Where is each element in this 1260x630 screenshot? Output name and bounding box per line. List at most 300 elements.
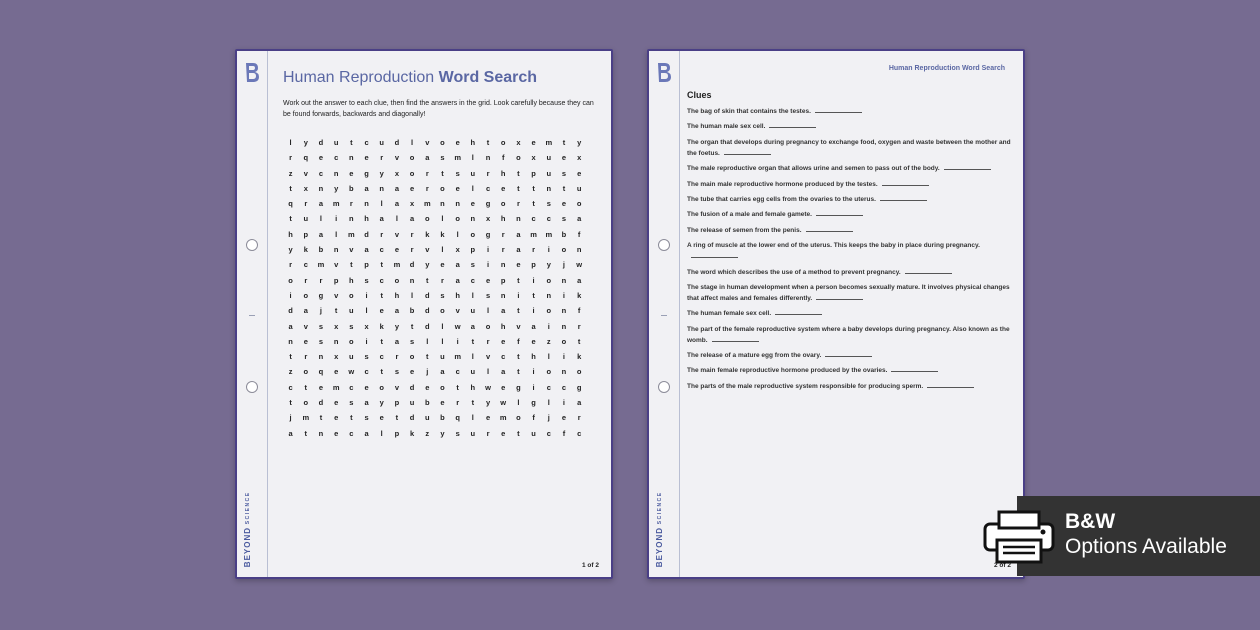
- answer-line[interactable]: [816, 211, 863, 216]
- clue-text: The main female reproductive hormone produced by the ovaries.: [687, 367, 888, 375]
- grid-letter: h: [500, 321, 506, 331]
- grid-letter: o: [470, 229, 476, 239]
- grid-letter: e: [364, 382, 369, 392]
- grid-letter: a: [394, 199, 399, 209]
- grid-letter: a: [501, 306, 506, 316]
- grid-letter: r: [380, 153, 384, 163]
- answer-line[interactable]: [806, 227, 853, 232]
- grid-letter: z: [425, 428, 430, 438]
- grid-letter: l: [365, 306, 368, 316]
- grid-letter: e: [440, 398, 445, 408]
- grid-letter: t: [410, 321, 414, 331]
- grid-letter: p: [531, 260, 536, 270]
- grid-letter: a: [379, 214, 384, 224]
- grid-letter: x: [334, 352, 339, 362]
- grid-letter: t: [304, 428, 308, 438]
- answer-line[interactable]: [891, 367, 938, 372]
- answer-line[interactable]: [825, 352, 872, 357]
- grid-letter: r: [577, 413, 581, 423]
- brand-name: BEYOND: [243, 526, 252, 567]
- grid-letter: a: [394, 336, 399, 346]
- grid-letter: u: [440, 352, 445, 362]
- grid-letter: h: [470, 382, 476, 392]
- binder-hole: [246, 381, 258, 393]
- grid-letter: i: [562, 290, 566, 300]
- grid-letter: c: [561, 382, 567, 392]
- grid-letter: t: [577, 336, 581, 346]
- grid-letter: c: [470, 275, 475, 285]
- grid-letter: e: [334, 428, 339, 438]
- grid-letter: n: [333, 168, 339, 178]
- answer-line[interactable]: [882, 181, 929, 186]
- grid-letter: r: [304, 199, 308, 209]
- answer-line[interactable]: [724, 150, 771, 155]
- grid-letter: o: [394, 275, 400, 285]
- grid-letter: r: [425, 183, 429, 193]
- grid-letter: e: [485, 413, 491, 423]
- grid-letter: v: [425, 245, 430, 255]
- brand-sub: SCIENCE: [245, 490, 251, 524]
- grid-letter: l: [471, 290, 474, 300]
- grid-letter: e: [364, 153, 369, 163]
- grid-letter: c: [364, 138, 369, 147]
- badge-subtitle: Options Available: [1065, 535, 1227, 558]
- clue-item: [687, 163, 1017, 174]
- grid-letter: i: [517, 290, 520, 300]
- grid-letter: n: [500, 260, 506, 270]
- grid-letter: l: [289, 138, 292, 147]
- grid-letter: r: [486, 428, 490, 438]
- grid-letter: f: [501, 153, 505, 163]
- grid-letter: n: [470, 214, 476, 224]
- grid-letter: o: [409, 168, 415, 178]
- grid-letter: u: [349, 306, 354, 316]
- grid-letter: p: [333, 275, 339, 285]
- grid-letter: h: [349, 275, 354, 285]
- answer-line[interactable]: [927, 383, 974, 388]
- grid-letter: c: [364, 367, 369, 377]
- grid-letter: q: [288, 199, 293, 209]
- grid-letter: a: [470, 321, 475, 331]
- grid-letter: t: [395, 413, 399, 423]
- grid-letter: m: [332, 382, 340, 392]
- grid-letter: a: [318, 229, 324, 239]
- grid-letter: o: [500, 138, 506, 147]
- grid-letter: d: [394, 138, 400, 147]
- grid-letter: e: [531, 336, 536, 346]
- grid-letter: i: [365, 290, 368, 300]
- grid-letter: e: [455, 183, 460, 193]
- brand-vertical: [243, 488, 252, 567]
- grid-letter: x: [577, 153, 582, 163]
- grid-letter: t: [471, 398, 475, 408]
- clue-text: The bag of skin that contains the testes.: [687, 108, 811, 115]
- grid-letter: r: [456, 398, 460, 408]
- grid-letter: r: [577, 321, 581, 331]
- grid-letter: u: [424, 413, 430, 423]
- grid-letter: o: [424, 214, 430, 224]
- grid-letter: s: [546, 199, 551, 209]
- grid-letter: c: [318, 168, 324, 178]
- grid-letter: r: [289, 260, 293, 270]
- grid-letter: r: [319, 275, 323, 285]
- grid-letter: i: [532, 367, 535, 377]
- grid-letter: t: [517, 183, 520, 193]
- grid-letter: m: [545, 229, 553, 239]
- grid-letter: o: [546, 275, 552, 285]
- grid-letter: w: [485, 382, 491, 392]
- grid-letter: a: [364, 428, 369, 438]
- grid-letter: x: [531, 153, 536, 163]
- grid-letter: b: [440, 413, 445, 423]
- grid-letter: e: [410, 367, 415, 377]
- grid-letter: r: [501, 245, 505, 255]
- grid-letter: r: [304, 352, 308, 362]
- title-regular: Human Reproduction: [283, 69, 439, 86]
- answer-line[interactable]: [944, 165, 991, 170]
- grid-letter: d: [288, 306, 293, 316]
- grid-letter: u: [470, 367, 476, 377]
- grid-letter: l: [486, 367, 490, 377]
- grid-letter: e: [455, 138, 460, 147]
- grid-letter: l: [441, 336, 444, 346]
- grid-letter: n: [546, 290, 552, 300]
- grid-letter: l: [441, 214, 444, 224]
- clue-list: [687, 106, 1017, 396]
- instructions: Work out the answer to each clue, then find the answers in the grid. Look carefully because they can be found forwards, backwards and diagonally!: [283, 100, 594, 118]
- grid-letter: m: [499, 413, 507, 423]
- grid-letter: o: [546, 306, 552, 316]
- grid-letter: n: [561, 367, 567, 377]
- grid-letter: u: [303, 214, 309, 224]
- grid-letter: o: [455, 214, 460, 224]
- grid-letter: m: [393, 260, 401, 270]
- grid-letter: f: [562, 428, 566, 438]
- grid-letter: p: [531, 168, 536, 178]
- grid-letter: o: [561, 336, 567, 346]
- grid-letter: v: [425, 138, 430, 147]
- grid-letter: a: [303, 306, 308, 316]
- grid-letter: l: [319, 214, 323, 224]
- grid-letter: u: [546, 153, 552, 163]
- grid-letter: i: [486, 260, 490, 270]
- grid-letter: r: [441, 275, 444, 285]
- grid-letter: p: [394, 428, 400, 438]
- grid-letter: n: [576, 245, 582, 255]
- grid-letter: e: [318, 153, 324, 163]
- grid-letter: c: [334, 153, 339, 163]
- grid-letter: n: [485, 153, 491, 163]
- grid-letter: n: [333, 336, 339, 346]
- grid-letter: m: [545, 138, 553, 147]
- grid-letter: q: [318, 367, 324, 377]
- grid-letter: k: [379, 321, 384, 331]
- grid-letter: s: [318, 336, 324, 346]
- grid-letter: a: [394, 183, 399, 193]
- grid-letter: c: [349, 382, 354, 392]
- grid-letter: o: [440, 306, 445, 316]
- grid-letter: t: [562, 138, 566, 147]
- clue-text: The release of semen from the penis.: [687, 226, 802, 234]
- grid-letter: m: [332, 199, 340, 209]
- grid-letter: s: [470, 260, 475, 270]
- clue-item: [687, 137, 1017, 159]
- grid-letter: p: [364, 260, 369, 270]
- grid-letter: t: [350, 138, 353, 147]
- grid-letter: y: [577, 138, 582, 147]
- worksheet-page-1: [235, 49, 613, 579]
- page-title: [283, 69, 537, 87]
- grid-letter: o: [561, 245, 567, 255]
- grid-letter: a: [318, 199, 324, 209]
- grid-letter: l: [517, 398, 520, 408]
- clue-text: The fusion of a male and female gamete.: [687, 211, 812, 219]
- grid-letter: z: [546, 336, 551, 346]
- grid-letter: a: [516, 229, 521, 239]
- grid-letter: s: [394, 367, 399, 377]
- grid-letter: r: [349, 199, 353, 209]
- grid-letter: e: [516, 260, 521, 270]
- grid-letter: o: [500, 199, 506, 209]
- grid-letter: o: [409, 352, 415, 362]
- clue-text: A ring of muscle at the lower end of the uterus. This keeps the baby in place during pregnancy.: [687, 242, 980, 250]
- grid-letter: s: [364, 413, 369, 423]
- grid-letter: o: [288, 275, 293, 285]
- grid-letter: v: [349, 245, 354, 255]
- grid-letter: e: [334, 413, 339, 423]
- grid-letter: v: [455, 306, 460, 316]
- grid-letter: t: [517, 306, 520, 316]
- grid-letter: b: [318, 245, 324, 255]
- grid-letter: t: [380, 260, 383, 270]
- grid-letter: d: [409, 260, 415, 270]
- grid-letter: v: [516, 321, 521, 331]
- grid-letter: u: [333, 138, 339, 147]
- grid-letter: g: [485, 199, 491, 209]
- grid-letter: r: [501, 229, 505, 239]
- grid-letter: n: [349, 153, 354, 163]
- binder-hole: [658, 239, 670, 251]
- clue-text: The release of a mature egg from the ovary.: [687, 352, 822, 360]
- grid-letter: u: [349, 352, 354, 362]
- grid-letter: l: [441, 245, 444, 255]
- grid-letter: y: [288, 245, 293, 255]
- answer-line[interactable]: [905, 269, 952, 274]
- grid-letter: r: [516, 199, 520, 209]
- grid-letter: c: [531, 214, 536, 224]
- worksheet-page-2: [647, 49, 1025, 579]
- grid-letter: l: [471, 183, 474, 193]
- grid-letter: l: [395, 214, 398, 224]
- grid-letter: s: [349, 398, 354, 408]
- answer-line[interactable]: [769, 123, 816, 128]
- grid-letter: t: [471, 336, 475, 346]
- grid-letter: l: [486, 306, 490, 316]
- clue-item: [687, 194, 1017, 205]
- grid-letter: i: [335, 214, 338, 224]
- grid-letter: d: [318, 138, 324, 147]
- answer-line[interactable]: [712, 337, 759, 342]
- grid-letter: t: [441, 168, 444, 178]
- grid-letter: c: [349, 428, 354, 438]
- grid-letter: v: [394, 382, 399, 392]
- grid-letter: g: [485, 229, 491, 239]
- clue-text: The main male reproductive hormone produced by the testes.: [687, 180, 878, 188]
- grid-letter: r: [304, 275, 308, 285]
- grid-letter: r: [410, 245, 414, 255]
- grid-letter: e: [561, 413, 567, 423]
- grid-letter: c: [546, 382, 551, 392]
- grid-letter: f: [532, 413, 535, 423]
- grid-letter: x: [364, 321, 369, 331]
- grid-letter: y: [546, 260, 551, 270]
- grid-letter: s: [440, 153, 445, 163]
- grid-letter: h: [470, 138, 476, 147]
- grid-letter: e: [531, 138, 536, 147]
- grid-letter: g: [576, 382, 582, 392]
- grid-letter: u: [470, 306, 476, 316]
- answer-line[interactable]: [775, 310, 822, 315]
- grid-letter: e: [470, 199, 475, 209]
- grid-letter: t: [380, 336, 383, 346]
- grid-letter: e: [561, 153, 567, 163]
- grid-letter: t: [380, 367, 383, 377]
- grid-letter: b: [424, 398, 430, 408]
- grid-letter: d: [409, 382, 415, 392]
- margin-strip: [649, 51, 680, 577]
- grid-letter: k: [425, 229, 430, 239]
- grid-letter: e: [379, 413, 384, 423]
- grid-letter: a: [364, 245, 369, 255]
- grid-letter: o: [303, 367, 309, 377]
- clue-item: [687, 106, 1017, 117]
- grid-letter: p: [500, 275, 506, 285]
- grid-letter: o: [546, 367, 552, 377]
- answer-line[interactable]: [816, 295, 863, 300]
- grid-letter: n: [409, 275, 415, 285]
- clue-text: The parts of the male reproductive system responsible for producing sperm.: [687, 382, 924, 390]
- grid-letter: o: [379, 382, 385, 392]
- grid-letter: a: [455, 260, 460, 270]
- clues-title: Clues: [687, 90, 712, 100]
- grid-letter: f: [577, 229, 581, 239]
- clue-text: The organ that develops during pregnancy to exchange food, oxygen and waste between the mother and the foetus.: [687, 138, 1011, 157]
- grid-letter: n: [288, 336, 293, 346]
- grid-letter: e: [561, 199, 567, 209]
- brand-name: BEYOND: [655, 526, 664, 567]
- grid-letter: o: [349, 336, 354, 346]
- grid-letter: x: [410, 199, 415, 209]
- grid-letter: t: [517, 275, 520, 285]
- grid-letter: t: [532, 199, 535, 209]
- grid-letter: c: [546, 214, 551, 224]
- grid-letter: e: [334, 398, 339, 408]
- grid-letter: i: [486, 245, 490, 255]
- grid-letter: m: [454, 153, 461, 163]
- grid-letter: u: [409, 398, 415, 408]
- grid-letter: i: [532, 275, 535, 285]
- title-bold: Word Search: [438, 69, 538, 86]
- grid-letter: o: [440, 382, 445, 392]
- grid-letter: o: [303, 398, 309, 408]
- grid-letter: j: [319, 306, 323, 316]
- page-header: Human Reproduction Word Search: [888, 65, 1005, 72]
- grid-letter: e: [485, 275, 491, 285]
- grid-letter: g: [364, 168, 369, 178]
- grid-letter: t: [517, 168, 520, 178]
- grid-letter: t: [532, 183, 535, 193]
- grid-letter: t: [350, 413, 353, 423]
- grid-letter: k: [410, 428, 415, 438]
- grid-letter: n: [440, 199, 445, 209]
- grid-letter: h: [531, 352, 536, 362]
- grid-letter: m: [454, 352, 461, 362]
- grid-letter: i: [547, 245, 550, 255]
- grid-letter: t: [517, 352, 520, 362]
- grid-letter: z: [288, 367, 293, 377]
- grid-letter: n: [455, 199, 460, 209]
- grid-letter: c: [501, 352, 506, 362]
- grid-letter: k: [577, 290, 582, 300]
- grid-letter: g: [318, 290, 324, 300]
- grid-letter: k: [303, 245, 308, 255]
- grid-letter: t: [517, 428, 520, 438]
- grid-letter: t: [380, 290, 383, 300]
- grid-letter: a: [288, 321, 293, 331]
- clue-text: The part of the female reproductive system where a baby develops during pregnancy. Also known as the womb.: [687, 325, 1010, 344]
- grid-letter: l: [471, 352, 474, 362]
- answer-line[interactable]: [815, 108, 862, 113]
- grid-letter: t: [289, 214, 292, 224]
- grid-letter: l: [471, 153, 474, 163]
- grid-letter: n: [516, 214, 521, 224]
- grid-letter: a: [577, 398, 582, 408]
- brand-sub: SCIENCE: [657, 490, 663, 524]
- grid-letter: u: [576, 183, 582, 193]
- grid-letter: l: [411, 290, 414, 300]
- grid-letter: c: [577, 428, 582, 438]
- grid-letter: d: [364, 229, 369, 239]
- grid-letter: m: [530, 229, 537, 239]
- bw-options-badge: [1017, 496, 1260, 576]
- clue-item: [687, 308, 1017, 319]
- grid-letter: t: [319, 413, 323, 423]
- page-number: 2 of 2: [994, 562, 1011, 569]
- grid-letter: h: [500, 168, 506, 178]
- grid-letter: w: [454, 321, 461, 331]
- grid-letter: n: [561, 275, 567, 285]
- answer-line[interactable]: [880, 196, 927, 201]
- grid-letter: e: [334, 367, 339, 377]
- grid-letter: y: [485, 398, 491, 408]
- clue-text: The stage in human development when a person becomes sexually mature. It involves physical changes that affect males and females differently.: [687, 283, 1010, 302]
- grid-letter: o: [303, 290, 309, 300]
- clue-text: The tube that carries egg cells from the ovaries to the uterus.: [687, 195, 876, 203]
- grid-letter: s: [455, 428, 460, 438]
- grid-letter: s: [364, 275, 369, 285]
- grid-letter: o: [516, 153, 521, 163]
- clue-item: [687, 365, 1017, 376]
- grid-letter: r: [380, 229, 384, 239]
- grid-letter: c: [379, 275, 384, 285]
- grid-letter: a: [364, 183, 369, 193]
- grid-letter: e: [440, 260, 445, 270]
- answer-line[interactable]: [691, 253, 738, 258]
- grid-letter: e: [577, 168, 582, 178]
- clue-item: [687, 225, 1017, 236]
- grid-letter: y: [440, 428, 445, 438]
- clue-text: The word which describes the use of a method to prevent pregnancy.: [687, 268, 901, 276]
